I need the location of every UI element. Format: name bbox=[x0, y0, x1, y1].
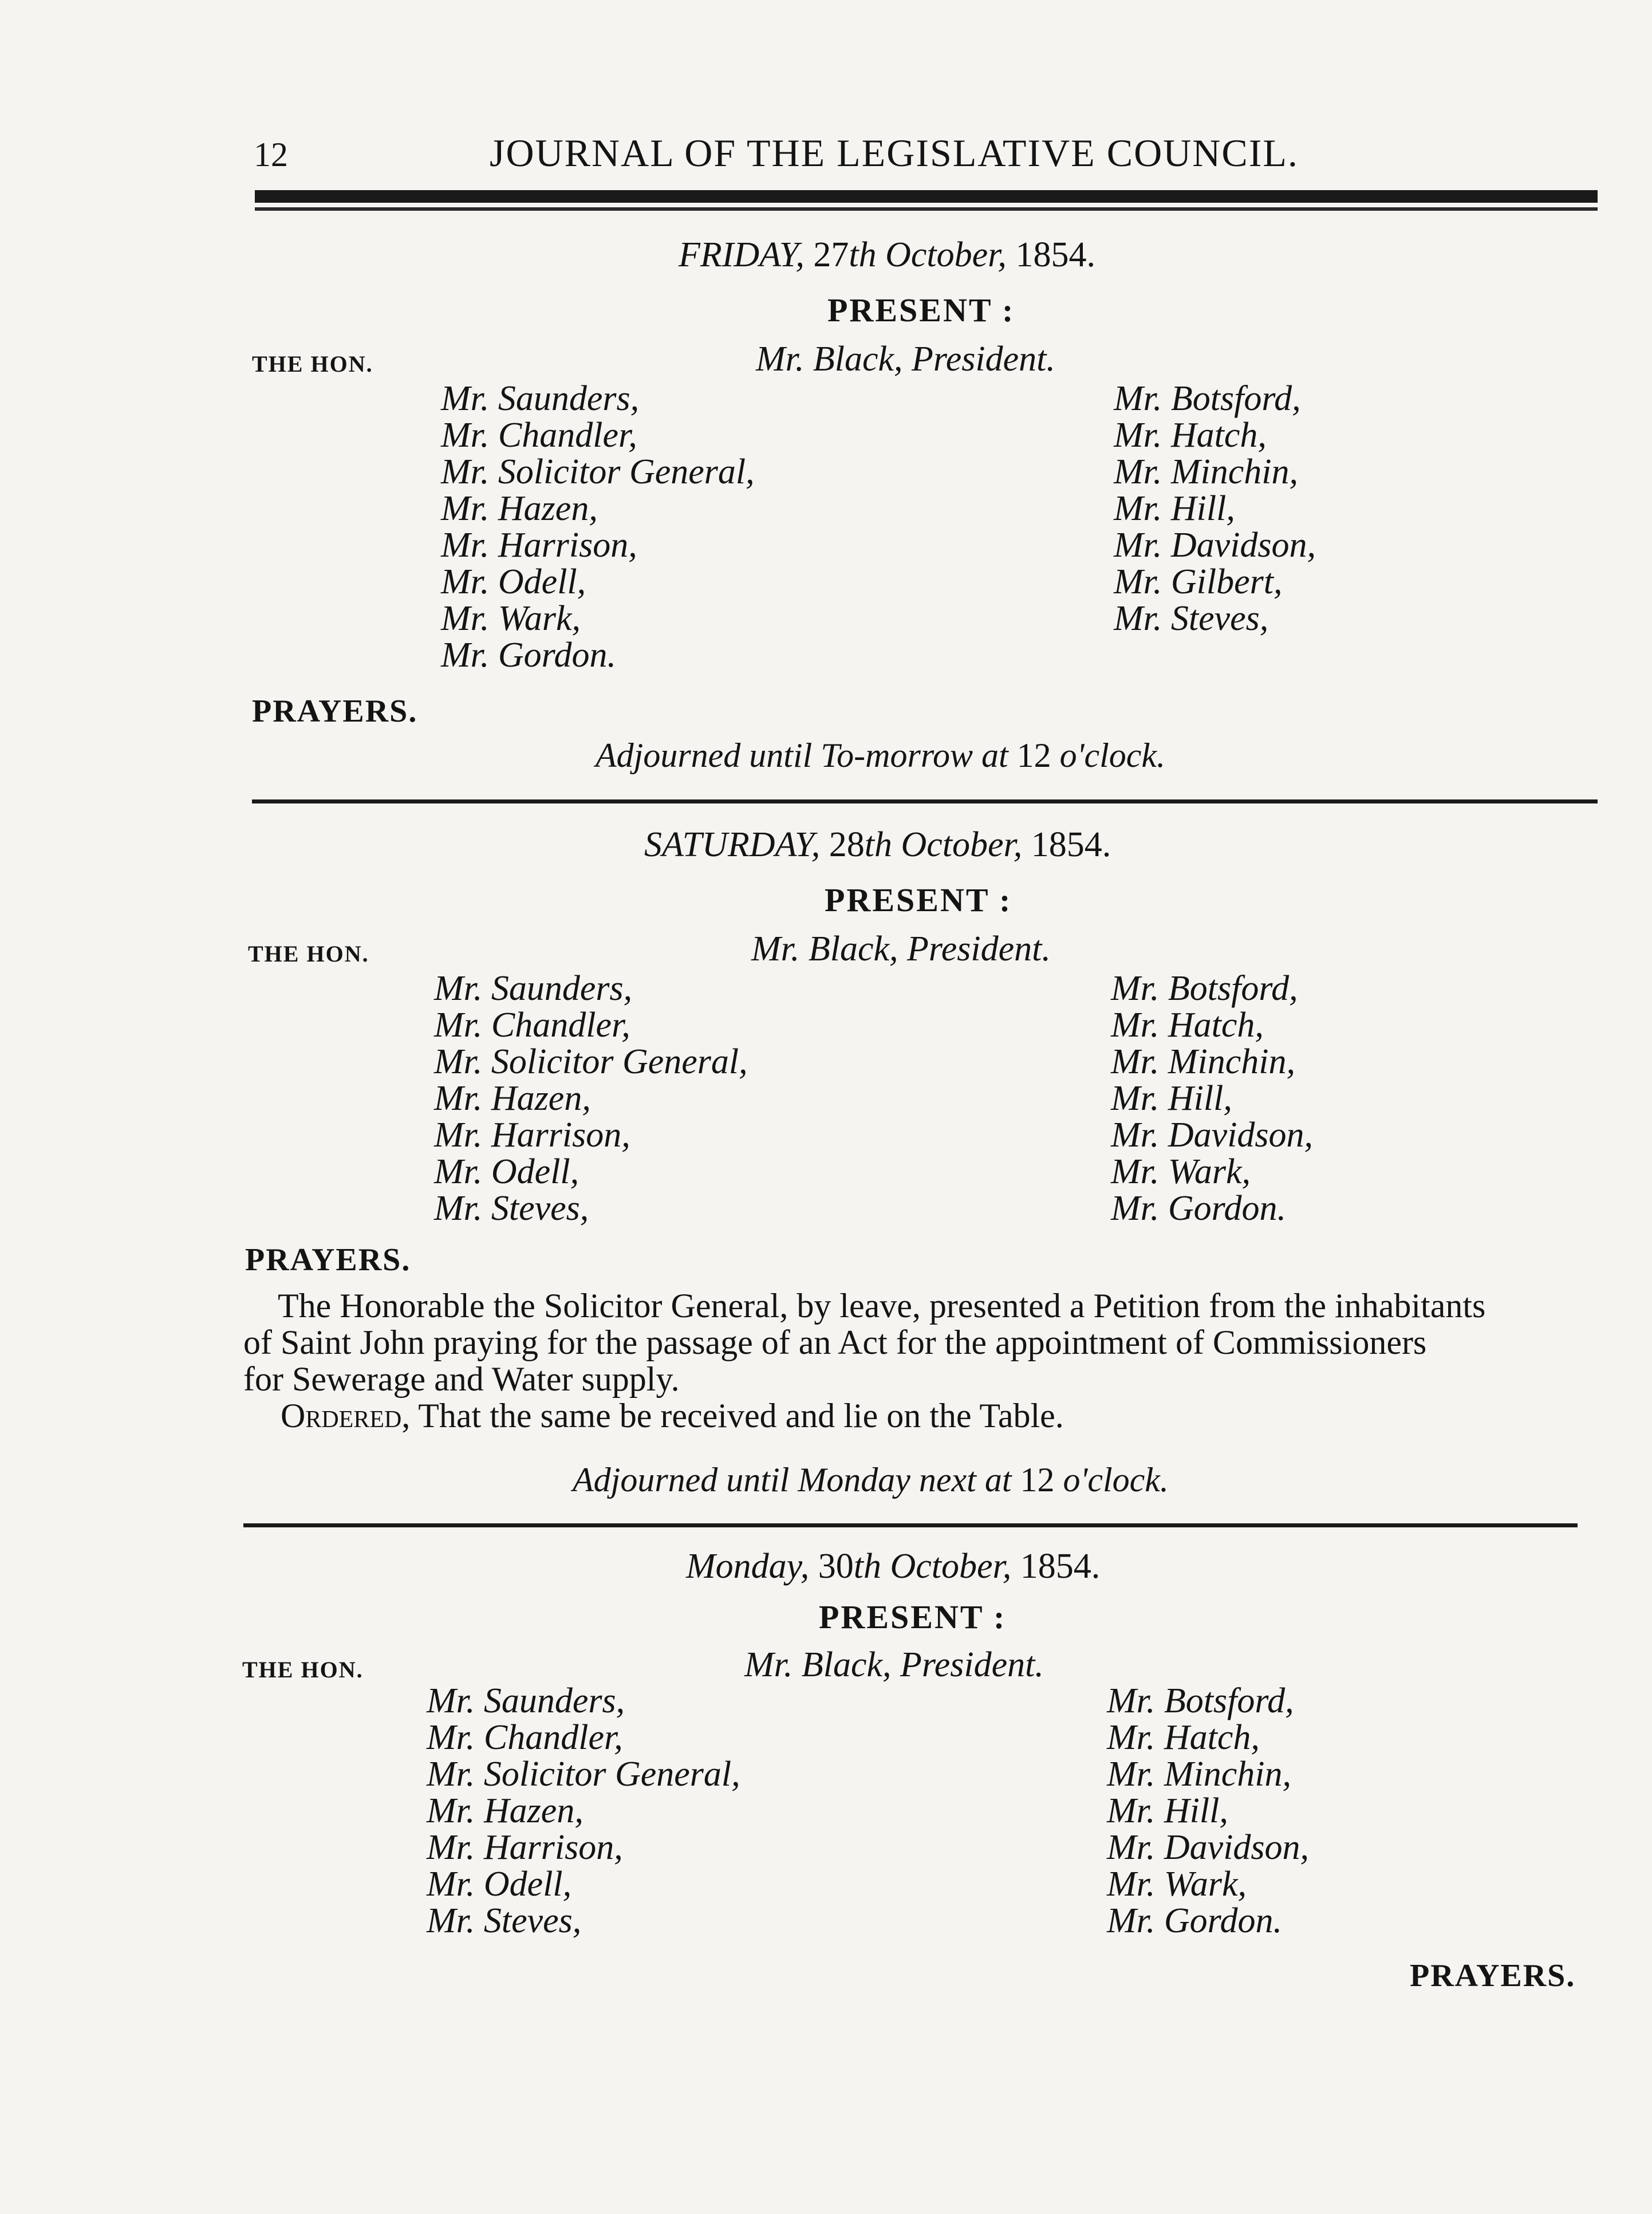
member-name: Mr. Steves, bbox=[427, 1901, 582, 1940]
member-name: Mr. Solicitor General, bbox=[434, 1042, 748, 1081]
member-name: Mr. Botsford, bbox=[1107, 1681, 1294, 1720]
the-hon-label: THE HON. bbox=[248, 941, 369, 967]
adjournment-line: Adjourned until To-morrow at 12 o'clock. bbox=[596, 736, 1166, 774]
members-right-column bbox=[1114, 380, 1316, 637]
member-name: Mr. Gilbert, bbox=[1114, 562, 1283, 601]
date-month: October, bbox=[890, 1547, 1012, 1586]
session-date bbox=[686, 1546, 1100, 1587]
member-name: Mr. Wark, bbox=[1107, 1865, 1247, 1904]
member-name: Mr. Botsford, bbox=[1111, 969, 1298, 1008]
date-number: 30 bbox=[818, 1547, 854, 1586]
date-number: 27 bbox=[813, 235, 849, 274]
member-name: Mr. Hill, bbox=[1111, 1079, 1232, 1118]
member-name: Mr. Solicitor General, bbox=[427, 1755, 740, 1794]
member-name: Mr. Davidson, bbox=[1114, 526, 1316, 565]
petition-line: for Sewerage and Water supply. bbox=[243, 1360, 680, 1398]
ordered-word: Ordered, bbox=[281, 1397, 411, 1435]
member-name: Mr. Minchin, bbox=[1111, 1042, 1296, 1081]
member-name: Mr. Odell, bbox=[441, 562, 586, 601]
date-number: 28 bbox=[829, 825, 865, 864]
section-divider bbox=[252, 799, 1598, 803]
member-name: Mr. Gordon. bbox=[441, 636, 617, 675]
member-name: Mr. Odell, bbox=[434, 1152, 579, 1191]
member-name: Mr. Harrison, bbox=[434, 1116, 630, 1155]
member-name: Mr. Chandler, bbox=[427, 1718, 623, 1757]
date-year: 1854. bbox=[1015, 235, 1095, 274]
member-name: Mr. Davidson, bbox=[1111, 1116, 1314, 1155]
present-heading: PRESENT : bbox=[827, 291, 1015, 329]
member-name: Mr. Hill, bbox=[1114, 489, 1235, 528]
member-name: Mr. Hazen, bbox=[427, 1791, 583, 1830]
member-name: Mr. Hatch, bbox=[1111, 1006, 1264, 1045]
page-number: 12 bbox=[254, 136, 288, 174]
member-name: Mr. Hatch, bbox=[1114, 416, 1267, 455]
the-hon-label: THE HON. bbox=[242, 1657, 364, 1683]
member-name: Mr. Hatch, bbox=[1107, 1718, 1260, 1757]
member-name: Mr. Gordon. bbox=[1107, 1901, 1283, 1940]
members-right-column bbox=[1107, 1683, 1309, 1939]
date-day: SATURDAY, bbox=[644, 825, 821, 864]
prayers-label: PRAYERS. bbox=[252, 694, 418, 729]
member-name: Mr. Saunders, bbox=[434, 969, 633, 1008]
members-left-column bbox=[441, 380, 755, 673]
member-name: Mr. Hazen, bbox=[434, 1079, 591, 1118]
member-name: Mr. Minchin, bbox=[1107, 1755, 1292, 1794]
member-name: Mr. Steves, bbox=[1114, 599, 1269, 638]
member-name: Mr. Hazen, bbox=[441, 489, 598, 528]
prayers-label: PRAYERS. bbox=[245, 1242, 411, 1278]
member-name: Mr. Wark, bbox=[1111, 1152, 1251, 1191]
the-hon-label: THE HON. bbox=[252, 351, 373, 377]
date-month: October, bbox=[885, 235, 1007, 274]
members-right-column bbox=[1111, 970, 1313, 1227]
adjournment-line: Adjourned until Monday next at 12 o'clock. bbox=[573, 1461, 1169, 1499]
member-name: Mr. Davidson, bbox=[1107, 1828, 1310, 1867]
member-name: Mr. Odell, bbox=[427, 1865, 572, 1904]
member-name: Mr. Hill, bbox=[1107, 1791, 1228, 1830]
member-name: Mr. Wark, bbox=[441, 599, 581, 638]
member-name: Mr. Solicitor General, bbox=[441, 452, 755, 491]
session-date bbox=[644, 825, 1111, 865]
date-suffix: th bbox=[853, 1547, 881, 1586]
member-name: Mr. Chandler, bbox=[441, 416, 637, 455]
member-name: Mr. Minchin, bbox=[1114, 452, 1299, 491]
present-heading: PRESENT : bbox=[825, 881, 1012, 919]
date-year: 1854. bbox=[1020, 1547, 1101, 1586]
ordered-line bbox=[281, 1397, 1064, 1434]
date-year: 1854. bbox=[1031, 825, 1111, 864]
member-name: Mr. Harrison, bbox=[441, 526, 637, 565]
session-date bbox=[679, 235, 1095, 275]
date-day: Monday, bbox=[686, 1547, 810, 1586]
member-name: Mr. Saunders, bbox=[427, 1681, 625, 1720]
member-name: Mr. Steves, bbox=[434, 1189, 589, 1228]
president-line: Mr. Black, President. bbox=[756, 340, 1055, 379]
petition-line: The Honorable the Solicitor General, by leave, presented a Petition from the inhabitants bbox=[278, 1287, 1486, 1325]
members-left-column bbox=[427, 1683, 740, 1939]
header-rule bbox=[255, 190, 1598, 203]
section-divider bbox=[243, 1523, 1578, 1527]
member-name: Mr. Harrison, bbox=[427, 1828, 623, 1867]
member-name: Mr. Chandler, bbox=[434, 1006, 630, 1045]
member-name: Mr. Gordon. bbox=[1111, 1189, 1287, 1228]
prayers-label: PRAYERS. bbox=[1410, 1958, 1576, 1994]
member-name: Mr. Saunders, bbox=[441, 379, 640, 418]
president-line: Mr. Black, President. bbox=[744, 1645, 1044, 1684]
president-line: Mr. Black, President. bbox=[751, 929, 1051, 968]
petition-line: of Saint John praying for the passage of an Act for the appointment of Commissioners bbox=[243, 1323, 1427, 1361]
member-name: Mr. Botsford, bbox=[1114, 379, 1301, 418]
page-title: JOURNAL OF THE LEGISLATIVE COUNCIL. bbox=[490, 131, 1299, 175]
date-suffix: th bbox=[849, 235, 877, 274]
present-heading: PRESENT : bbox=[819, 1598, 1007, 1636]
date-day: FRIDAY, bbox=[679, 235, 805, 274]
header-rule-under bbox=[255, 207, 1598, 211]
date-month: October, bbox=[901, 825, 1023, 864]
members-left-column bbox=[434, 970, 748, 1227]
date-suffix: th bbox=[864, 825, 892, 864]
ordered-text: That the same be received and lie on the Table. bbox=[410, 1397, 1064, 1435]
